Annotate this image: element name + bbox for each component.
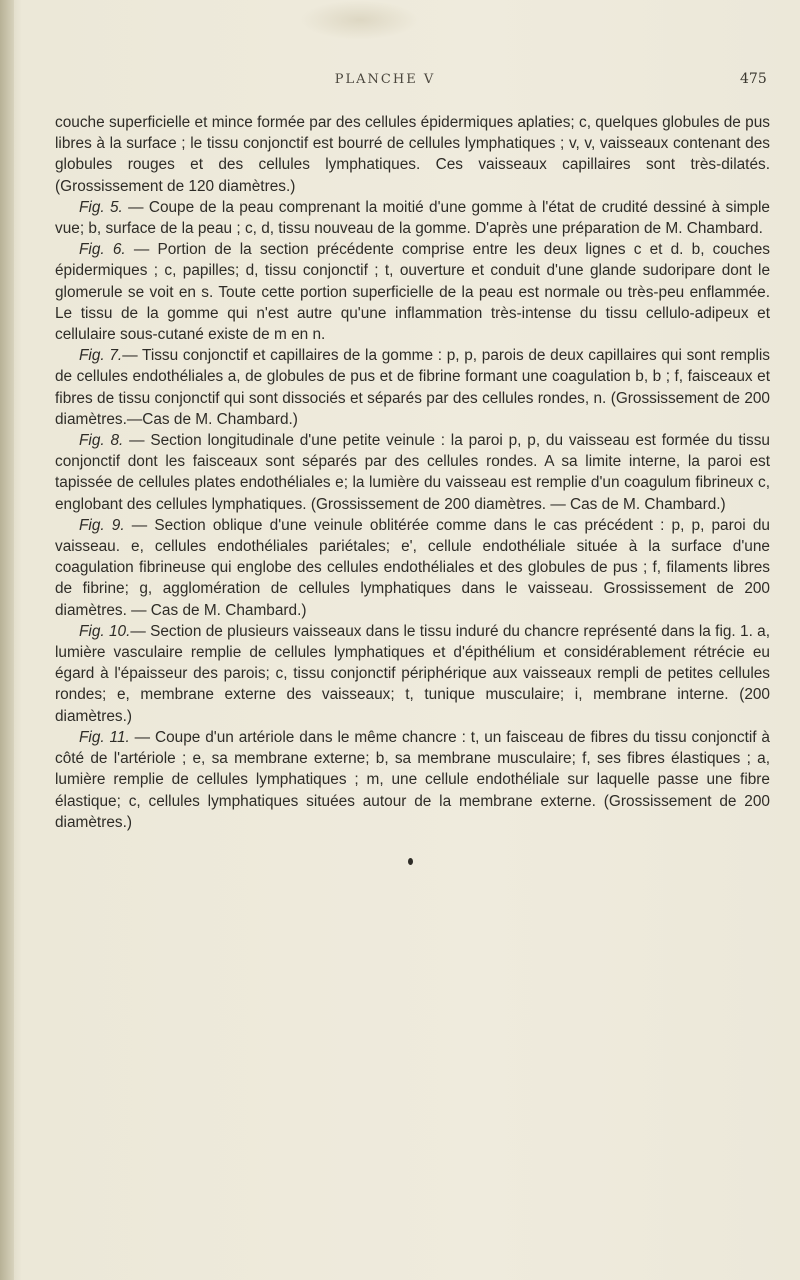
paragraph-text: couche superficielle et mince formée par des cellules épidermiques aplaties; c, quelques globules de pus libres à la surface ; le tissu conjonctif est bourré de cellules lymphatiques ; v, v, vaisseaux contenant des globules rouges et des cellules lymphatiques. Ces vaisseaux capillaires sont très-dilatés. (Grossissement de 120 diamètres.) (55, 114, 770, 195)
binding-shadow (0, 0, 14, 1280)
paragraph-text: — Tissu conjonctif et capillaires de la gomme : p, p, parois de deux capillaires qui sont remplis de cellules endothéliales a, de globules de pus et de fibrine formant une coagulation b, b ; f, faisceaux et fibres de tissu conjonctif qui sont dissociés et séparés par des cellules rondes, n. (Grossissement de 200 diamètres.—Cas de M. Chambard.) (55, 347, 770, 428)
paragraph-fig-7 (55, 345, 770, 430)
figure-label: Fig. 9. (79, 516, 125, 534)
page-number: 475 (740, 71, 767, 87)
paragraph-fig-11 (55, 727, 770, 833)
paragraph-fig-10 (55, 621, 770, 727)
paragraph-fig-9 (55, 515, 770, 621)
figure-label: Fig. 10. (79, 622, 131, 640)
paragraph-text: — Section de plusieurs vaisseaux dans le tissu induré du chancre représenté dans la fig. 1. a, lumière vasculaire remplie de cellules lymphatiques et d'épithélium et considérablement rétrécie eu égard à l'épaisseur des parois; c, tissu conjonctif périphérique aux vaisseaux rempli de petites cellules rondes; e, membrane externe des vaisseaux; t, tunique musculaire; i, membrane interne. (200 diamètres.) (55, 622, 770, 725)
paragraph-text: — Portion de la section précédente comprise entre les deux lignes c et d. b, couches épidermiques ; c, papilles; d, tissu conjonctif ; t, ouverture et conduit d'une glande sudoripare dont le glomerule se voit en s. Toute cette portion superficielle de la peau est normale ou très-peu enflammée. Le tissu de la gomme qui n'est autre qu'une inflammation très-intense du tissu cellulo-adipeux et cellulaire sous-cutané existe de m en n. (55, 241, 770, 344)
paragraph-text: — Section longitudinale d'une petite veinule : la paroi p, p, du vaisseau est formée du tissu conjonctif dont les faisceaux sont séparés par des cellules rondes. A sa limite interne, la paroi est tapissée de cellules plates endothéliales e; la lumière du vaisseau est remplie d'un coagulum fibrineux c, englobant des cellules lymphatiques. (Grossissement de 200 diamètres. — Cas de M. Chambard.) (55, 432, 770, 513)
running-title: PLANCHE V (334, 72, 436, 87)
paragraph-fig-5 (55, 197, 770, 239)
paragraph-fig-8 (55, 430, 770, 515)
paragraph-fig-6 (55, 239, 770, 345)
body-text (55, 112, 770, 833)
page-stain (300, 0, 420, 40)
figure-label: Fig. 7. (79, 347, 123, 365)
figure-label: Fig. 11. (79, 728, 130, 746)
paragraph-continuation (55, 112, 770, 197)
figure-label: Fig. 5. (79, 198, 123, 216)
paragraph-text: — Section oblique d'une veinule oblitérée comme dans le cas précédent : p, p, paroi du vaisseau. e, cellules endothéliales pariétales; e', cellule endothéliale située à la surface d'une coagulation fibrineuse qui englobe des cellules endothéliales et des globules de pus ; f, filaments libres de fibrine; g, agglomération de cellules lymphatiques dans le vaisseau. Grossissement de 200 diamètres. — Cas de M. Chambard.) (55, 516, 770, 619)
ink-dot (408, 858, 413, 865)
page-header (0, 72, 800, 96)
paragraph-text: — Coupe d'un artériole dans le même chancre : t, un faisceau de fibres du tissu conjonctif à côté de l'artériole ; e, sa membrane externe; b, sa membrane musculaire; f, ses fibres élastiques ; a, lumière remplie de cellules lymphatiques ; m, une cellule endothéliale sur laquelle passe une fibre élastique; c, cellules lymphatiques situées autour de la membrane externe. (Grossissement de 200 diamètres.) (55, 728, 770, 831)
figure-label: Fig. 6. (79, 241, 126, 259)
paragraph-text: — Coupe de la peau comprenant la moitié d'une gomme à l'état de crudité dessiné à simple vue; b, surface de la peau ; c, d, tissu nouveau de la gomme. D'après une préparation de M. Chambard. (55, 198, 770, 238)
figure-label: Fig. 8. (79, 432, 124, 450)
